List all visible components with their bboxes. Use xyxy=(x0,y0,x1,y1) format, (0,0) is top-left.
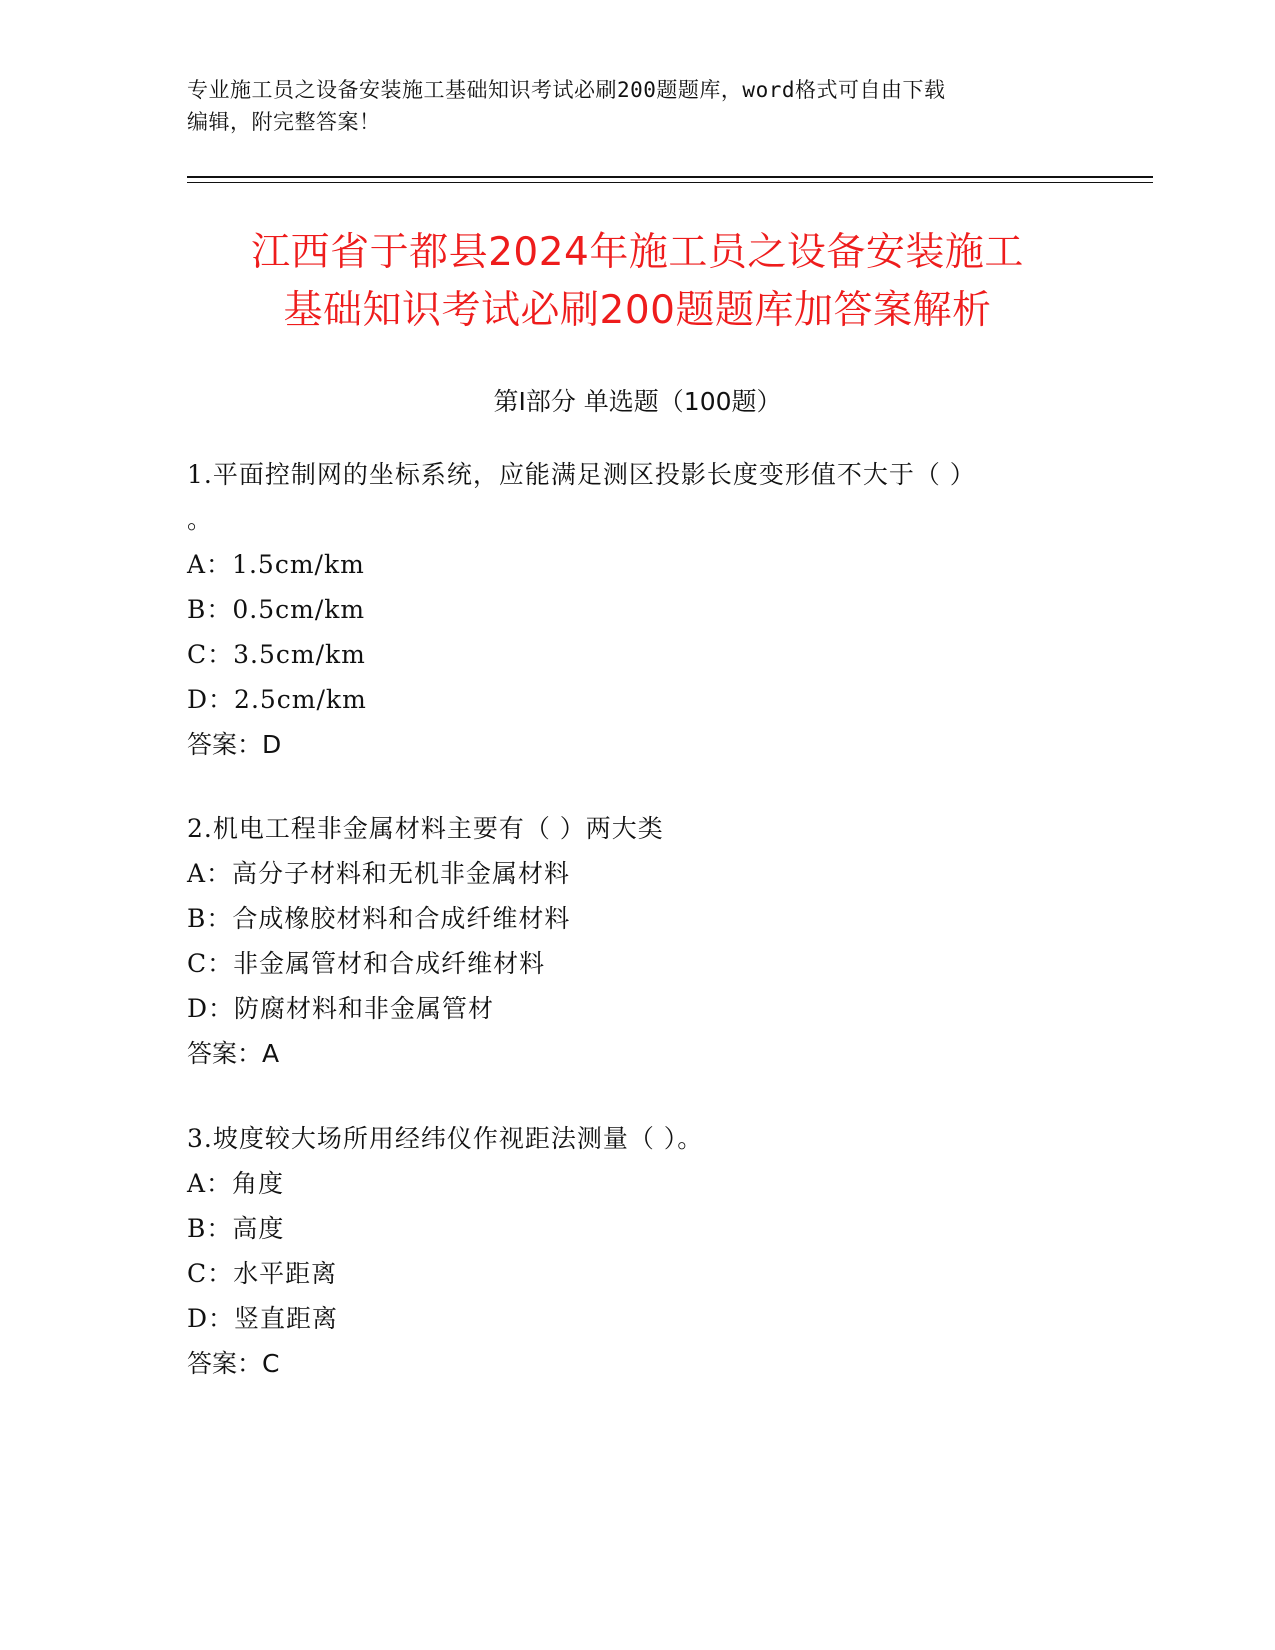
question-3-stem: 3.坡度较大场所用经纬仪作视距法测量（ ）。 xyxy=(187,1124,704,1153)
question-1 xyxy=(187,452,1067,767)
document-title-line-1: 江西省于都县2024年施工员之设备安装施工 xyxy=(251,230,1024,275)
question-3-option-d: D：竖直距离 xyxy=(187,1304,339,1333)
question-2-option-d: D：防腐材料和非金属管材 xyxy=(187,994,495,1023)
header-divider-thick xyxy=(187,176,1153,178)
question-1-stem: 1.平面控制网的坐标系统，应能满足测区投影长度变形值不大于（ ） xyxy=(187,460,976,489)
question-1-option-d: D：2.5cm/km xyxy=(187,685,367,714)
question-1-option-c: C：3.5cm/km xyxy=(187,640,366,669)
header-divider-thin xyxy=(187,182,1153,183)
document-title-line-2: 基础知识考试必刷200题题库加答案解析 xyxy=(283,288,992,333)
question-2 xyxy=(187,806,1067,1076)
question-3 xyxy=(187,1116,1067,1386)
question-1-stem-continued: 。 xyxy=(187,505,214,534)
question-1-answer: 答案：D xyxy=(187,730,282,759)
question-2-stem: 2.机电工程非金属材料主要有（ ）两大类 xyxy=(187,814,664,843)
question-3-option-b: B：高度 xyxy=(187,1214,285,1243)
header-note-line-2: 编辑，附完整答案！ xyxy=(187,110,381,134)
question-3-option-a: A：角度 xyxy=(187,1169,285,1198)
question-3-answer: 答案：C xyxy=(187,1349,280,1378)
question-2-answer: 答案：A xyxy=(187,1039,280,1068)
header-note-line-1: 专业施工员之设备安装施工基础知识考试必刷200题题库，word格式可自由下载 xyxy=(187,78,946,102)
question-3-option-c: C：水平距离 xyxy=(187,1259,338,1288)
question-1-option-a: A：1.5cm/km xyxy=(187,550,365,579)
question-1-option-b: B：0.5cm/km xyxy=(187,595,366,624)
header-note xyxy=(187,74,1087,138)
document-title xyxy=(150,224,1125,340)
section-title: 第Ⅰ部分 单选题（100题） xyxy=(493,387,782,416)
question-2-option-c: C：非金属管材和合成纤维材料 xyxy=(187,949,546,978)
question-2-option-a: A：高分子材料和无机非金属材料 xyxy=(187,859,571,888)
question-2-option-b: B：合成橡胶材料和合成纤维材料 xyxy=(187,904,571,933)
